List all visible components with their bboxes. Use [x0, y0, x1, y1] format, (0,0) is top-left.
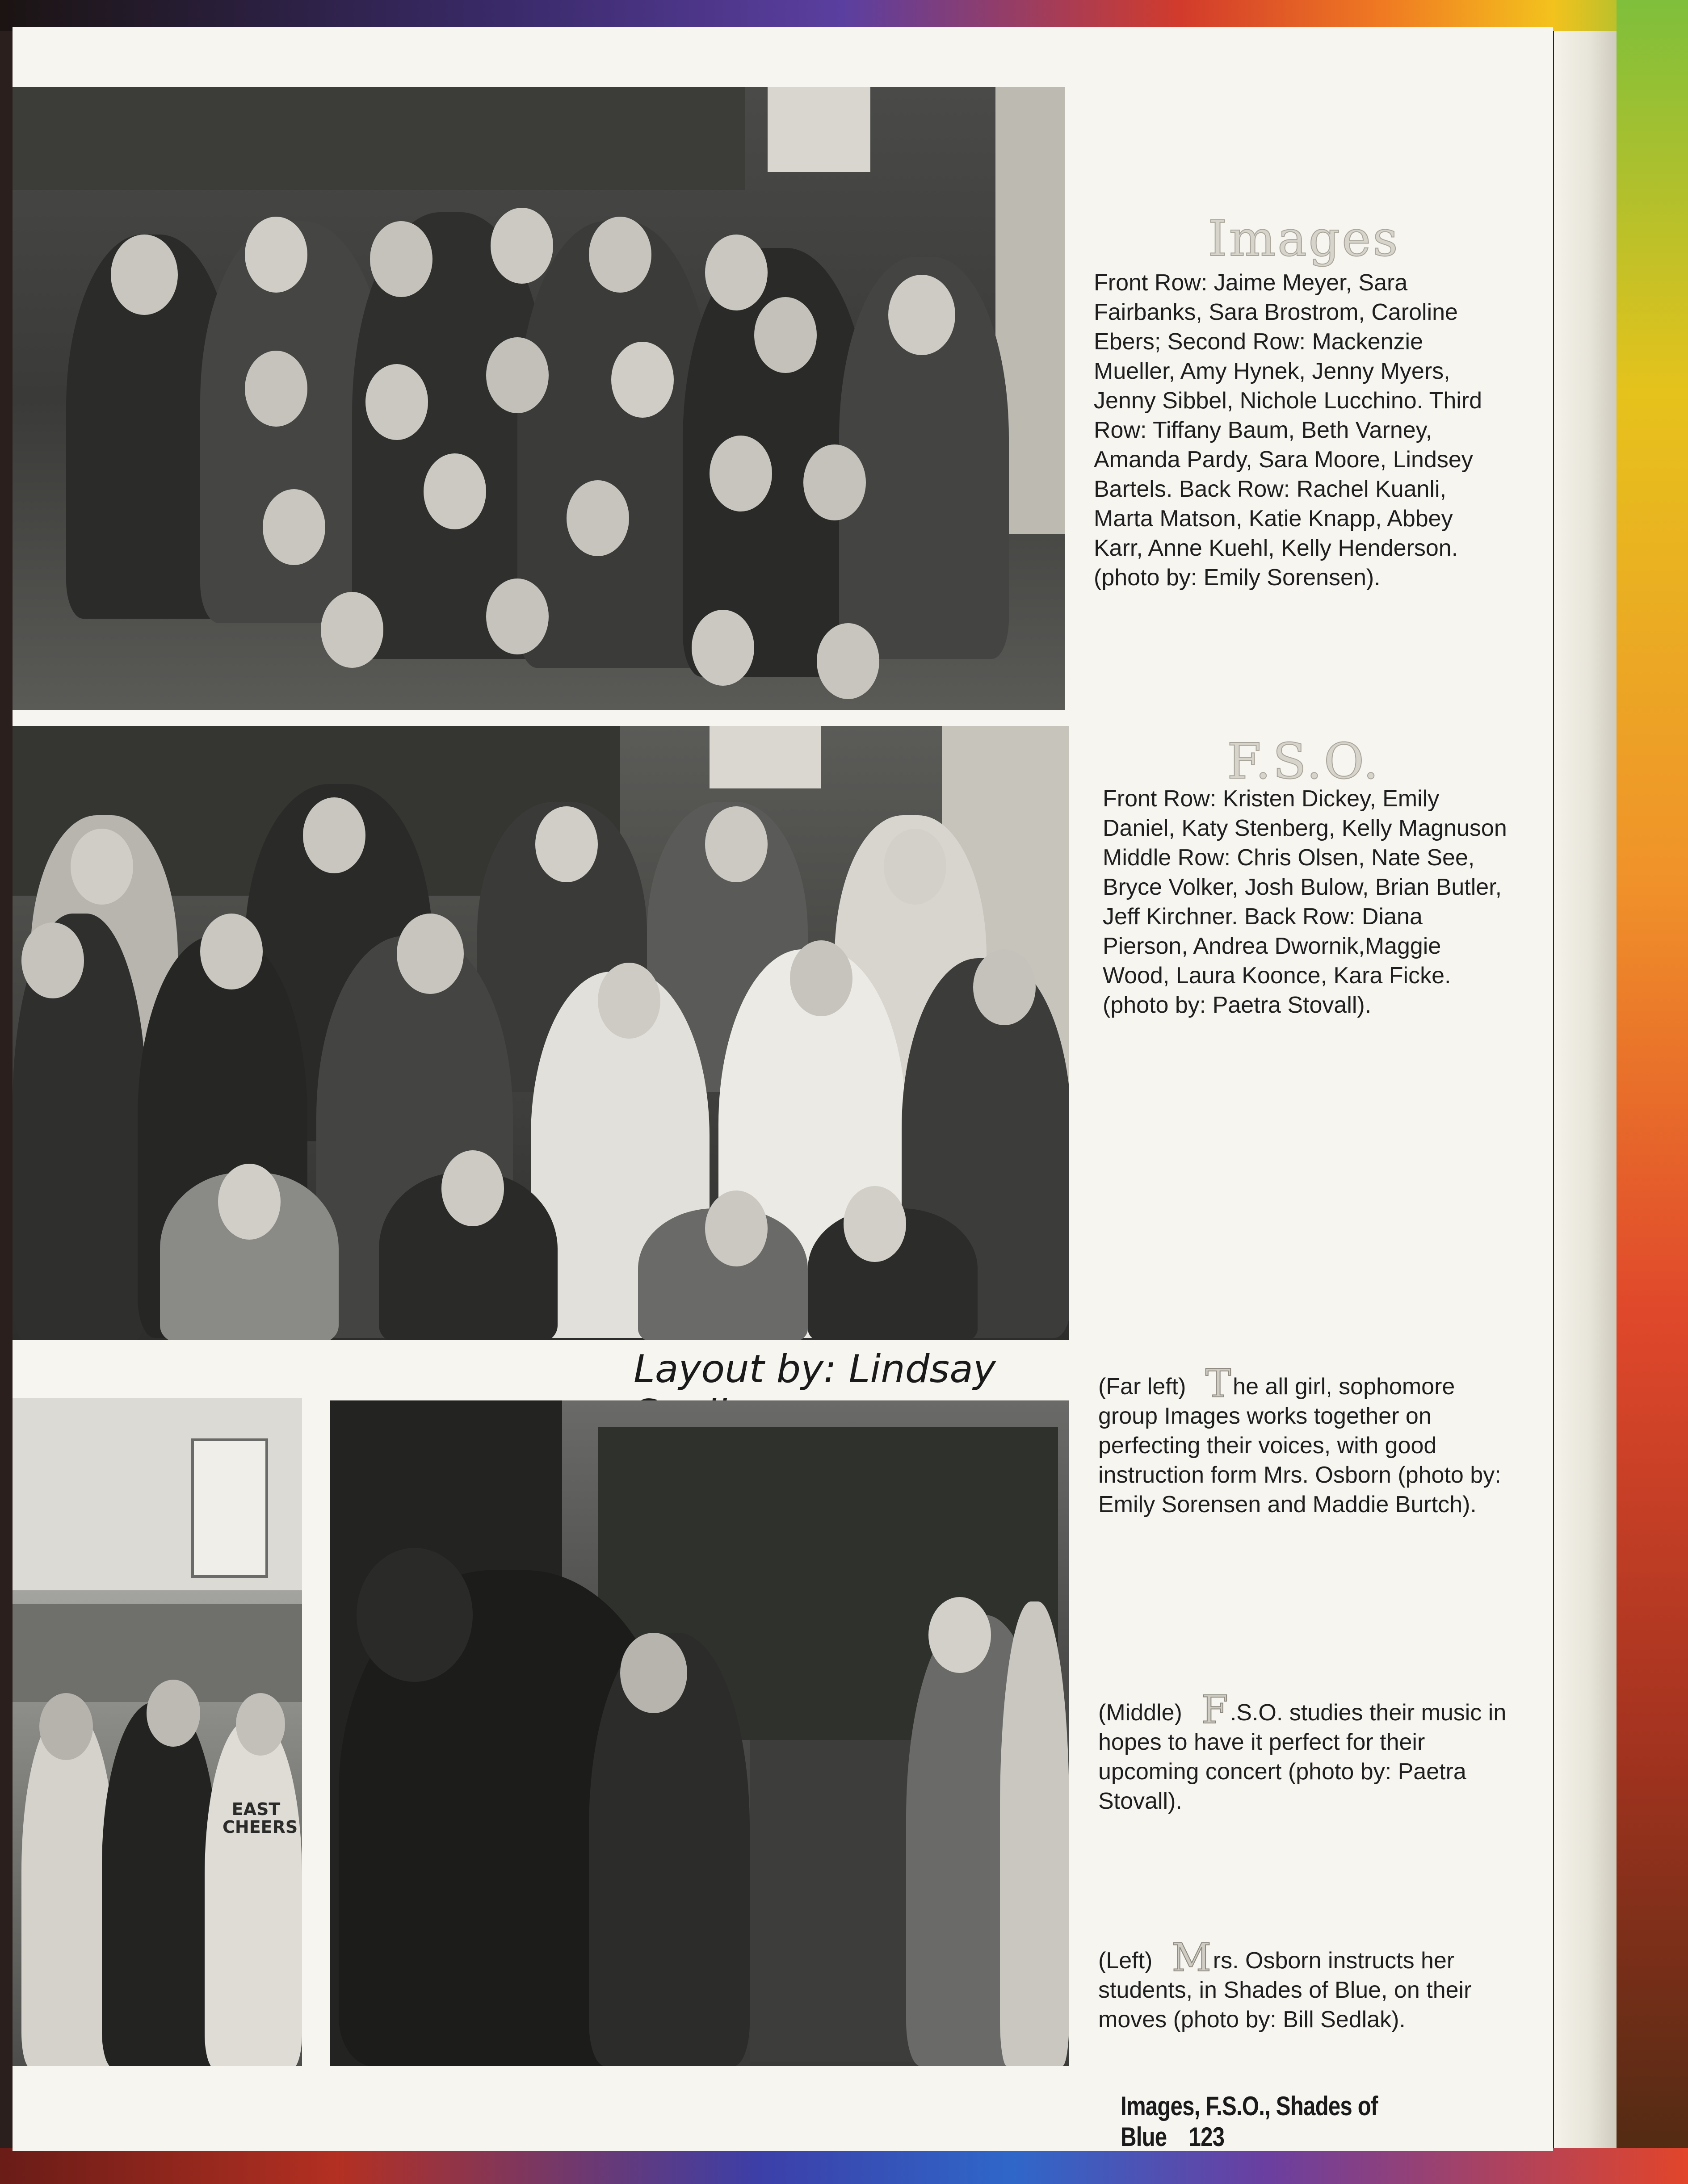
caption-middle-prefix: (Middle)	[1098, 1700, 1182, 1726]
images-caption: Front Row: Jaime Meyer, Sara Fairbanks, Sara Brostrom, Caroline Ebers; Second Row: Mackenzie Mueller, Amy Hynek, Jenny Myers, Jenny Sibbel, Nichole Lucchino. Third Row: Tiffany Baum, Beth Varney, Amanda Pardy, Sara Moore, Lindsey Bartels. Back Row: Rachel Kuanli, Marta Matson, Katie Knapp, Abbey Karr, Anne Kuehl, Kelly Henderson. (photo by: Emily Sorensen).	[1094, 270, 1482, 591]
caption-middle-text: .S.O. studies their music in hopes to have it perfect for their upcoming concert (photo by: Paetra Stovall).	[1098, 1700, 1507, 1814]
fso-caption: Front Row: Kristen Dickey, Emily Daniel, Katy Stenberg, Kelly Magnuson Middle Row: Chris Olsen, Nate See, Bryce Volker, Josh Bulow, Brian Butler, Jeff Kirchner. Back Row: Diana Pierson, Andrea Dwornik,Maggie Wood, Laura Koonce, Kara Ficke. (photo by: Paetra Stovall).	[1103, 786, 1507, 1018]
caption-left	[1098, 1936, 1509, 2034]
sweatshirt-text: EAST CHEERS	[223, 1799, 298, 1837]
fso-group-photo	[13, 726, 1069, 1340]
caption-far-left-dropcap: T	[1205, 1362, 1231, 1406]
page-gutter-curl	[1554, 31, 1617, 2148]
footer-title: Images, F.S.O., Shades of Blue	[1121, 2091, 1378, 2152]
layout-credit: Layout by: Lindsay	[634, 1347, 996, 1392]
images-heading: Images	[1208, 210, 1400, 267]
caption-far-left-prefix: (Far left)	[1098, 1374, 1186, 1400]
shades-of-blue-class-photo	[13, 1398, 302, 2066]
caption-far-left	[1098, 1362, 1509, 1519]
caption-left-dropcap: M	[1172, 1936, 1211, 1980]
caption-left-text: rs. Osborn instructs her students, in Shades of Blue, on their moves (photo by: Bill Sedlak).	[1098, 1948, 1472, 2033]
caption-middle	[1098, 1688, 1509, 1816]
caption-middle-dropcap: F	[1201, 1688, 1228, 1732]
caption-far-left-text: he all girl, sophomore group Images works together on perfecting their voices, with good instruction form Mrs. Osborn (photo by: Emily Sorensen and Maddie Burtch).	[1098, 1374, 1501, 1517]
page-number: 123	[1188, 2122, 1225, 2152]
caption-left-prefix: (Left)	[1098, 1948, 1153, 1974]
yearbook-page	[13, 27, 1553, 2151]
images-group-photo	[13, 87, 1065, 710]
page-edge-right	[1617, 0, 1688, 2184]
page-edge-bottom	[0, 2148, 1688, 2184]
osborn-instructing-photo	[330, 1400, 1069, 2066]
fso-heading: F.S.O.	[1227, 733, 1381, 790]
page-footer	[1121, 2091, 1475, 2152]
